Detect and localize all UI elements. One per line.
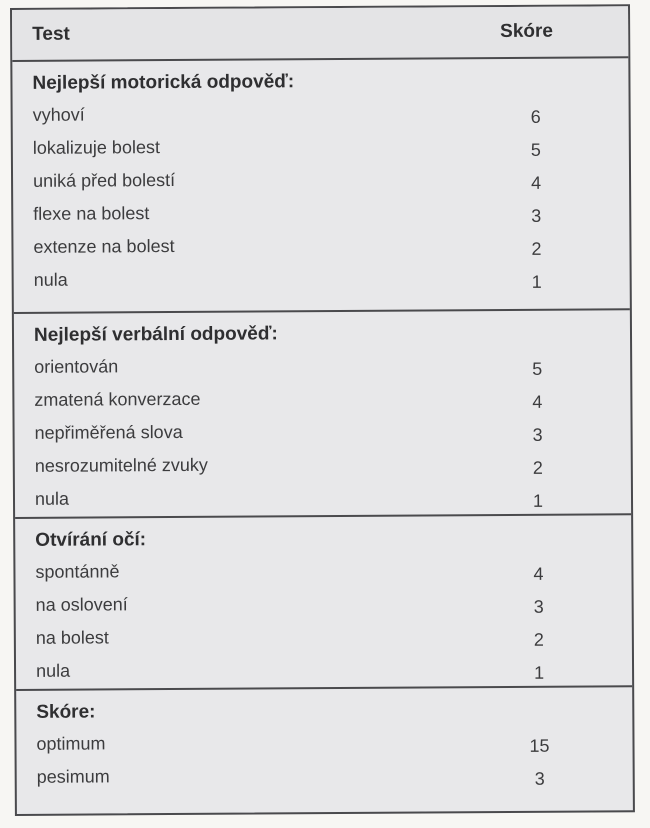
- table-row: [13, 98, 629, 135]
- row-score: 4: [531, 172, 542, 193]
- table-row: [14, 350, 630, 387]
- row-score: 4: [532, 391, 543, 412]
- table-row: [14, 263, 630, 300]
- table-row: [15, 449, 631, 486]
- section-title: Skóre:: [36, 701, 96, 723]
- row-score: 1: [531, 271, 542, 292]
- row-label: nepřiměřená slova: [34, 421, 183, 443]
- row-score: 4: [533, 563, 544, 584]
- row-label: orientován: [34, 356, 119, 377]
- table-row: [17, 760, 633, 797]
- row-label: zmatená konverzace: [34, 388, 201, 410]
- section-title: Otvírání očí:: [35, 529, 147, 551]
- row-label: nula: [35, 660, 71, 681]
- row-score: 3: [531, 205, 542, 226]
- row-score: 2: [533, 629, 544, 650]
- row-label: na bolest: [35, 627, 109, 648]
- row-label: na oslovení: [35, 594, 128, 615]
- glasgow-coma-scale-table: [10, 4, 635, 816]
- row-score: 5: [530, 139, 541, 160]
- row-score: 1: [532, 490, 544, 511]
- row-label: lokalizuje bolest: [32, 137, 160, 158]
- table-row: [16, 727, 632, 764]
- section-motor-response: [12, 58, 630, 314]
- section-total-score: [16, 687, 633, 815]
- table-row: [15, 555, 631, 592]
- table-row: [16, 654, 632, 691]
- row-score: 2: [531, 238, 542, 259]
- row-score: 15: [529, 735, 550, 756]
- table-header: [12, 6, 628, 62]
- row-score: 1: [533, 662, 545, 683]
- row-score: 5: [532, 358, 543, 379]
- column-header-test: Test: [32, 23, 70, 45]
- section-eye-opening: [15, 515, 632, 691]
- section-verbal-response: [14, 310, 631, 519]
- table-row: [15, 416, 631, 453]
- column-header-score: Skóre: [500, 20, 554, 43]
- table-row: [13, 197, 629, 234]
- section-title: Nejlepší motorická odpověď:: [32, 71, 295, 94]
- row-score: 2: [532, 457, 543, 478]
- row-label: nula: [33, 269, 68, 290]
- row-score: 6: [530, 106, 541, 127]
- row-label: uniká před bolestí: [32, 169, 176, 191]
- table-row: [13, 164, 629, 201]
- row-label: pesimum: [36, 766, 110, 787]
- table-row: [13, 230, 629, 267]
- row-label: nula: [34, 488, 70, 509]
- row-label: nesrozumitelné zvuky: [34, 454, 208, 476]
- row-score: 3: [532, 424, 543, 445]
- row-label: flexe na bolest: [33, 203, 150, 224]
- row-label: spontánně: [35, 561, 120, 582]
- table-row: [16, 588, 632, 625]
- table-row: [15, 482, 631, 519]
- row-score: 3: [534, 768, 545, 789]
- table-row: [13, 131, 629, 168]
- table-row: [14, 383, 630, 420]
- row-score: 3: [533, 596, 544, 617]
- row-label: extenze na bolest: [33, 235, 175, 257]
- row-label: optimum: [36, 733, 106, 754]
- section-title: Nejlepší verbální odpověď:: [33, 323, 278, 346]
- table-row: [16, 621, 632, 658]
- row-label: vyhoví: [32, 104, 85, 125]
